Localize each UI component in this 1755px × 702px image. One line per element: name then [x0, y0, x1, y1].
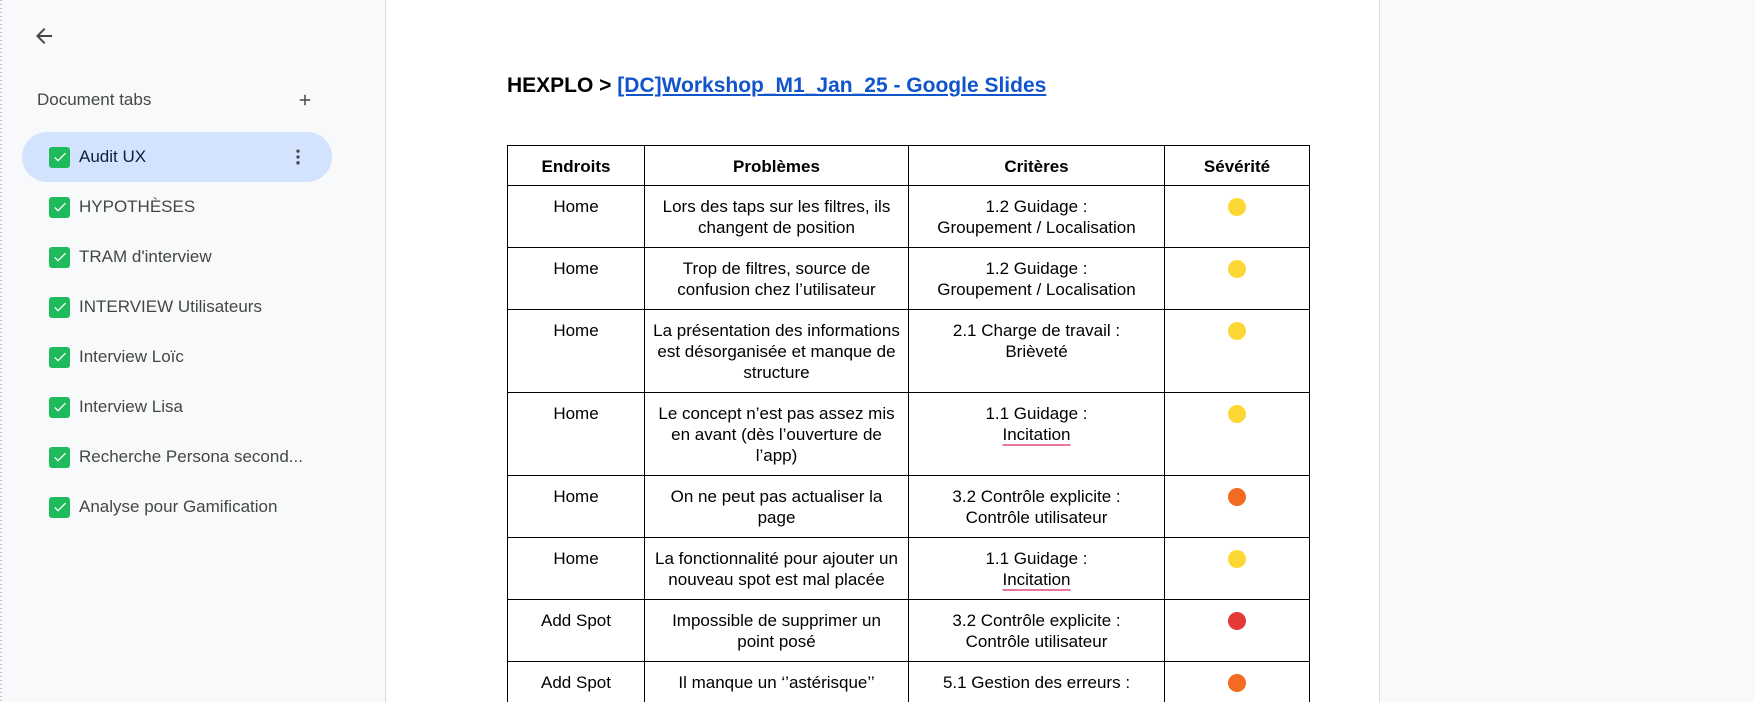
table-row [508, 538, 1310, 600]
cell-place: Home [508, 476, 645, 538]
checkmark-icon [49, 297, 70, 318]
slides-link[interactable]: [DC]Workshop_M1_Jan_25 - Google Slides [617, 74, 1047, 97]
sidebar-tab-item[interactable] [22, 232, 332, 282]
cell-place: Add Spot [508, 662, 645, 702]
tab-label: Recherche Persona second... [79, 447, 303, 466]
cell-problem: Lors des taps sur les filtres, ils changent de position [645, 186, 909, 248]
cell-problem: La fonctionnalité pour ajouter un nouveau spot est mal placée [645, 538, 909, 600]
severity-dot-icon [1228, 322, 1246, 340]
audit-table [507, 145, 1310, 702]
cell-severity [1165, 186, 1310, 248]
cell-criteria [909, 393, 1165, 476]
tabs-title: Document tabs [37, 90, 152, 109]
criteria-line2: Groupement / Localisation [937, 218, 1136, 237]
header-problemes: Problèmes [645, 146, 909, 186]
criteria-line1: 5.1 Gestion des erreurs : [942, 673, 1131, 692]
checkmark-icon [49, 347, 70, 368]
cell-severity [1165, 476, 1310, 538]
tab-label: TRAM d'interview [79, 247, 212, 266]
sidebar-tab-item[interactable] [22, 332, 332, 382]
arrow-left-icon [32, 24, 56, 48]
tab-label: Analyse pour Gamification [79, 497, 278, 516]
cell-severity [1165, 538, 1310, 600]
severity-dot-icon [1228, 488, 1246, 506]
sidebar-tab-item[interactable] [22, 482, 332, 532]
criteria-line1: 1.1 Guidage : [985, 549, 1088, 568]
sidebar-tab-item[interactable] [22, 282, 332, 332]
header-endroits: Endroits [508, 146, 645, 186]
sidebar-tab-item[interactable] [22, 182, 332, 232]
cell-problem: Il manque un ‘’astérisque’’ [645, 662, 909, 702]
severity-dot-icon [1228, 674, 1246, 692]
tab-label: INTERVIEW Utilisateurs [79, 297, 262, 316]
cell-place: Home [508, 248, 645, 310]
cell-place: Add Spot [508, 600, 645, 662]
cell-problem: Trop de filtres, source de confusion chez l’utilisateur [645, 248, 909, 310]
sidebar-tab-item[interactable] [22, 132, 332, 182]
table-row [508, 476, 1310, 538]
cell-problem: La présentation des informations est désorganisée et manque de structure [645, 310, 909, 393]
sidebar-tab-item[interactable] [22, 382, 332, 432]
checkmark-icon [49, 247, 70, 268]
document-page [387, 0, 1380, 702]
table-row [508, 310, 1310, 393]
cell-criteria [909, 600, 1165, 662]
severity-dot-icon [1228, 198, 1246, 216]
criteria-line1: 1.1 Guidage : [985, 404, 1088, 423]
sidebar-tab-item[interactable] [22, 432, 332, 482]
cell-severity [1165, 600, 1310, 662]
table-header-row [508, 146, 1310, 186]
document-heading [507, 74, 1046, 98]
header-criteres: Critères [909, 146, 1165, 186]
cell-problem: Le concept n’est pas assez mis en avant (dès l’ouverture de l’app) [645, 393, 909, 476]
severity-dot-icon [1228, 405, 1246, 423]
criteria-line2: Brièveté [1005, 342, 1068, 361]
cell-problem: Impossible de supprimer un point posé [645, 600, 909, 662]
criteria-line2: Incitation [1002, 425, 1071, 444]
more-vert-icon[interactable] [286, 145, 310, 169]
cell-criteria [909, 310, 1165, 393]
checkmark-icon [49, 497, 70, 518]
criteria-line1: 3.2 Contrôle explicite : [952, 487, 1121, 506]
criteria-line1: 1.2 Guidage : [985, 259, 1088, 278]
criteria-line2: Groupement / Localisation [937, 280, 1136, 299]
cell-criteria [909, 476, 1165, 538]
back-button[interactable] [28, 20, 60, 52]
criteria-line2: Incitation [1002, 570, 1071, 589]
criteria-line1: 3.2 Contrôle explicite : [952, 611, 1121, 630]
cell-problem: On ne peut pas actualiser la page [645, 476, 909, 538]
severity-dot-icon [1228, 260, 1246, 278]
severity-dot-icon [1228, 612, 1246, 630]
cell-criteria [909, 538, 1165, 600]
tab-label: Interview Lisa [79, 397, 183, 416]
cell-criteria [909, 248, 1165, 310]
document-tabs-sidebar [0, 0, 386, 702]
checkmark-icon [49, 397, 70, 418]
criteria-line1: 2.1 Charge de travail : [952, 321, 1121, 340]
tab-list [22, 132, 332, 532]
cell-severity [1165, 662, 1310, 702]
tab-label: HYPOTHÈSES [79, 197, 196, 216]
severity-dot-icon [1228, 550, 1246, 568]
cell-criteria [909, 662, 1165, 702]
checkmark-icon [49, 147, 70, 168]
checkmark-icon [49, 447, 70, 468]
table-row [508, 600, 1310, 662]
cell-place: Home [508, 186, 645, 248]
plus-icon [296, 91, 314, 109]
tabs-header [37, 88, 317, 112]
tab-label: Audit UX [79, 147, 147, 166]
table-row [508, 248, 1310, 310]
cell-place: Home [508, 310, 645, 393]
cell-place: Home [508, 538, 645, 600]
cell-criteria [909, 186, 1165, 248]
table-row [508, 186, 1310, 248]
criteria-line2: Contrôle utilisateur [965, 508, 1108, 527]
criteria-line2: Contrôle utilisateur [965, 632, 1108, 651]
table-row [508, 662, 1310, 702]
heading-prefix: HEXPLO > [507, 74, 618, 97]
left-edge-border [0, 0, 2, 702]
criteria-line1: 1.2 Guidage : [985, 197, 1088, 216]
header-severite: Sévérité [1165, 146, 1310, 186]
add-tab-button[interactable] [293, 88, 317, 112]
cell-severity [1165, 248, 1310, 310]
table-row [508, 393, 1310, 476]
checkmark-icon [49, 197, 70, 218]
tab-label: Interview Loïc [79, 347, 184, 366]
cell-severity [1165, 393, 1310, 476]
cell-severity [1165, 310, 1310, 393]
cell-place: Home [508, 393, 645, 476]
